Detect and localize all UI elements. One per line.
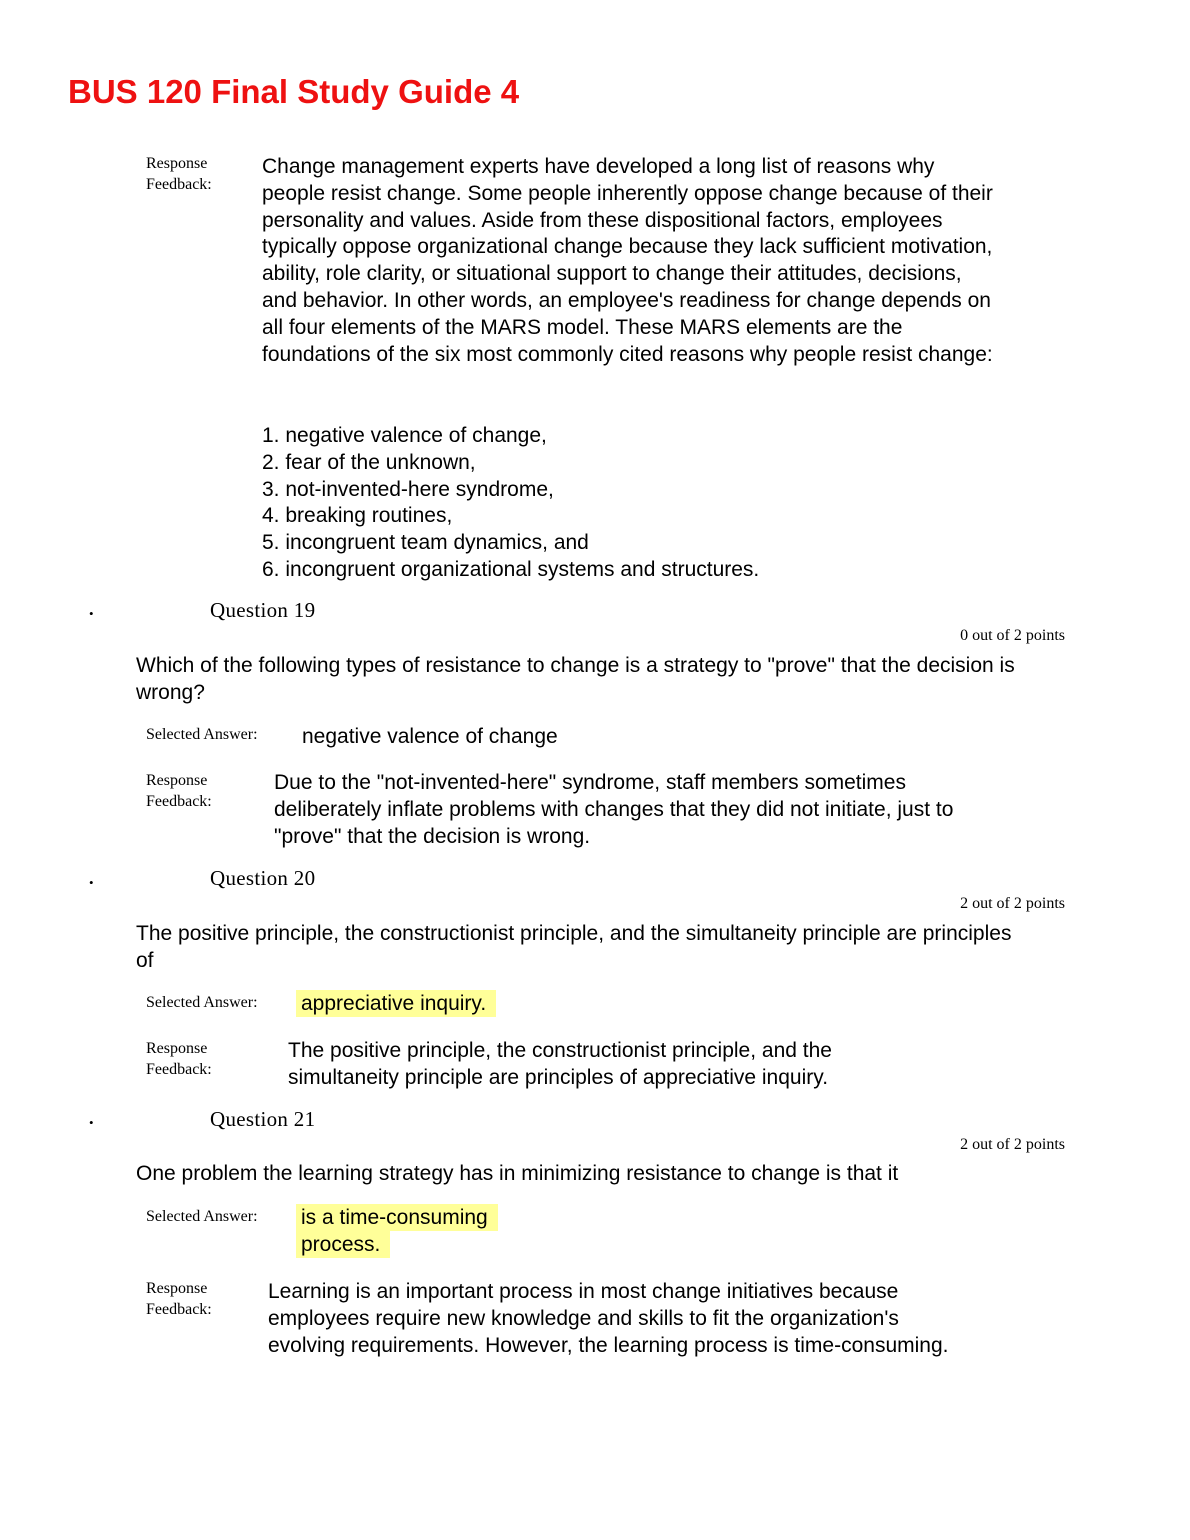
question-21-text: One problem the learning strategy has in minimizing resistance to change is that it (136, 1162, 899, 1185)
list-item: 4. breaking routines, (262, 504, 453, 528)
list-item: 6. incongruent organizational systems and structures. (262, 557, 760, 581)
question-19-selected-answer: negative valence of change (302, 725, 558, 748)
question-bullet: • (89, 606, 94, 621)
question-20-text: The positive principle, the constructionist principle, and the simultaneity principle are principles of (136, 922, 1012, 972)
resistance-reasons-list (262, 423, 759, 584)
intro-feedback-text: Change management experts have developed a long list of reasons why people resist change. Some people inherently oppose change because of their personality and values. Aside from these dispositional factors, employees typically oppose organizational change because they lack sufficient motivation, ability, role clarity, or situational support to change their attitudes, decisions, and behavior. In other words, an employee's readiness for change depends on all four elements of the MARS model. These MARS elements are the foundations of the six most commonly cited reasons why people resist change: (262, 155, 993, 366)
response-feedback-label: Response Feedback: (146, 1280, 212, 1318)
response-feedback-label: Response Feedback: (146, 1040, 212, 1078)
question-19-title: Question 19 (210, 598, 316, 622)
question-bullet: • (89, 875, 94, 890)
selected-answer-label: Selected Answer: (146, 994, 258, 1011)
question-bullet: • (89, 1115, 94, 1130)
question-19-points: 0 out of 2 points (960, 627, 1065, 644)
question-20-title: Question 20 (210, 866, 316, 890)
page-title: BUS 120 Final Study Guide 4 (68, 73, 520, 110)
question-20-points: 2 out of 2 points (960, 895, 1065, 912)
question-21-title: Question 21 (210, 1107, 316, 1131)
selected-answer-label: Selected Answer: (146, 726, 258, 743)
response-feedback-label: Response Feedback: (146, 155, 212, 193)
selected-answer-label: Selected Answer: (146, 1208, 258, 1225)
question-19-text: Which of the following types of resistance to change is a strategy to "prove" that the decision is wrong? (136, 654, 1015, 704)
list-item: 5. incongruent team dynamics, and (262, 531, 589, 555)
answer-highlight: is a time-consuming process. (296, 1204, 498, 1258)
question-19-feedback: Due to the "not-invented-here" syndrome, staff members sometimes deliberately inflate problems with changes that they did not initiate, just to "prove" that the decision is wrong. (274, 771, 954, 848)
question-20-selected-answer (296, 991, 496, 1018)
list-item: 2. fear of the unknown, (262, 450, 476, 474)
question-21-points: 2 out of 2 points (960, 1136, 1065, 1153)
answer-highlight: appreciative inquiry. (296, 990, 496, 1017)
question-20-feedback: The positive principle, the constructionist principle, and the simultaneity principle are principles of appreciative inquiry. (288, 1039, 832, 1089)
list-item: 3. not-invented-here syndrome, (262, 477, 554, 501)
list-item: 1. negative valence of change, (262, 424, 547, 447)
question-21-feedback: Learning is an important process in most change initiatives because employees require new knowledge and skills to fit the organization's evolving requirements. However, the learning process is time-consuming. (268, 1280, 949, 1357)
response-feedback-label: Response Feedback: (146, 772, 212, 810)
question-21-selected-answer (296, 1205, 516, 1259)
